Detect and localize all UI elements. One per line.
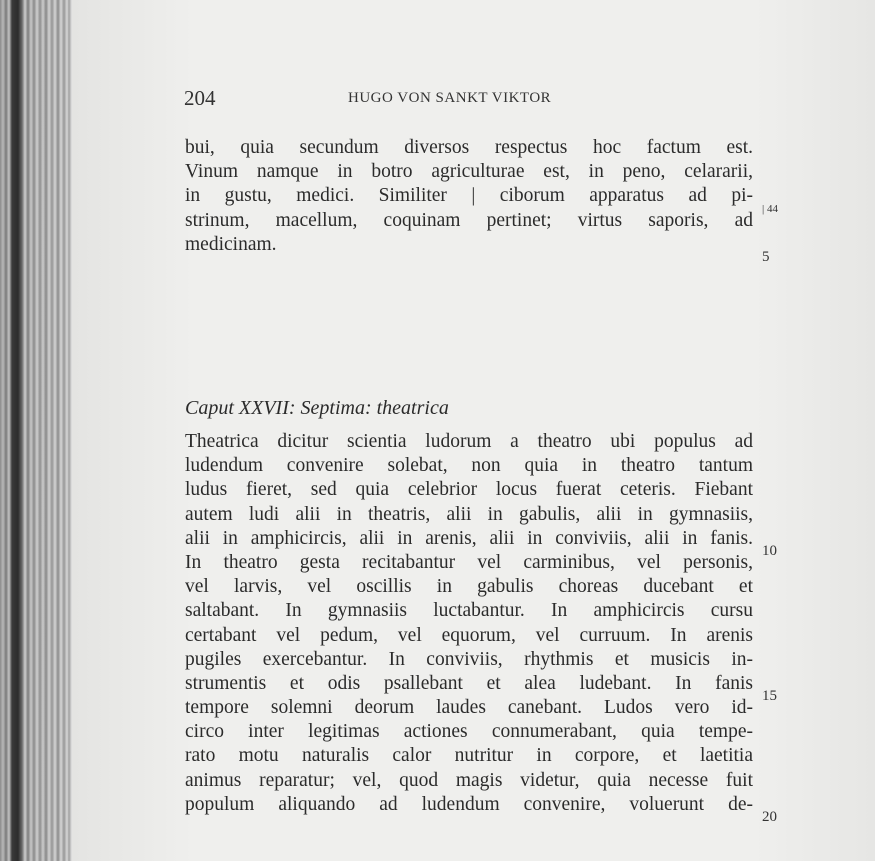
text-line: saltabant. In gymnasiis luctabantur. In amphicircis cursu [185, 600, 753, 622]
text-line: alii in amphicircis, alii in arenis, alii in conviviis, alii in fanis. [185, 527, 753, 549]
line-number: 20 [762, 809, 777, 825]
page-header [184, 86, 754, 110]
text-line: strinum, macellum, coquinam pertinet; virtus saporis, ad [185, 209, 753, 231]
text-line: medicinam. [185, 233, 277, 255]
page-number: 204 [184, 86, 216, 110]
text-line: pugiles exercebantur. In conviviis, rhythmis et musicis in- [185, 648, 753, 670]
line-number: 10 [762, 543, 777, 559]
text-line: Vinum namque in botro agriculturae est, in peno, celararii, [185, 161, 753, 183]
text-line: animus reparatur; vel, quod magis videtur, quia necesse fuit [185, 769, 753, 791]
text-line: circo inter legitimas actiones connumerabant, quia tempe- [185, 721, 753, 743]
text-line: vel larvis, vel oscillis in gabulis choreas ducebant et [185, 576, 753, 598]
text-line: in gustu, medici. Similiter | ciborum apparatus ad pi- [185, 185, 753, 207]
text-line: ludendum convenire solebat, non quia in theatro tantum [185, 455, 753, 477]
chapter-body [185, 430, 753, 817]
book-page-edges [0, 0, 72, 861]
text-line: rato motu naturalis calor nutritur in corpore, et laetitia [185, 745, 753, 767]
text-line: populum aliquando ad ludendum convenire, voluerunt de- [185, 793, 753, 815]
line-number: 5 [762, 249, 770, 265]
line-number: 15 [762, 688, 777, 704]
running-head: HUGO VON SANKT VIKTOR [348, 90, 552, 106]
text-line: ludus fieret, sed quia celebrior locus fuerat ceteris. Fiebant [185, 479, 753, 501]
paragraph-1 [185, 136, 753, 257]
text-line: In theatro gesta recitabantur vel carminibus, vel personis, [185, 551, 753, 573]
folio-marker: | 44 [762, 203, 778, 215]
chapter-heading: Caput XXVII: Septima: theatrica [185, 397, 449, 419]
text-line: tempore solemni deorum laudes canebant. Ludos vero id- [185, 697, 753, 719]
text-line: bui, quia secundum diversos respectus hoc factum est. [185, 137, 753, 158]
text-line: certabant vel pedum, vel equorum, vel curruum. In arenis [185, 624, 753, 646]
text-line: strumentis et odis psallebant et alea ludebant. In fanis [185, 672, 753, 694]
text-line: Theatrica dicitur scientia ludorum a theatro ubi populus ad [185, 431, 753, 452]
text-line: autem ludi alii in theatris, alii in gabulis, alii in gymnasiis, [185, 503, 753, 525]
